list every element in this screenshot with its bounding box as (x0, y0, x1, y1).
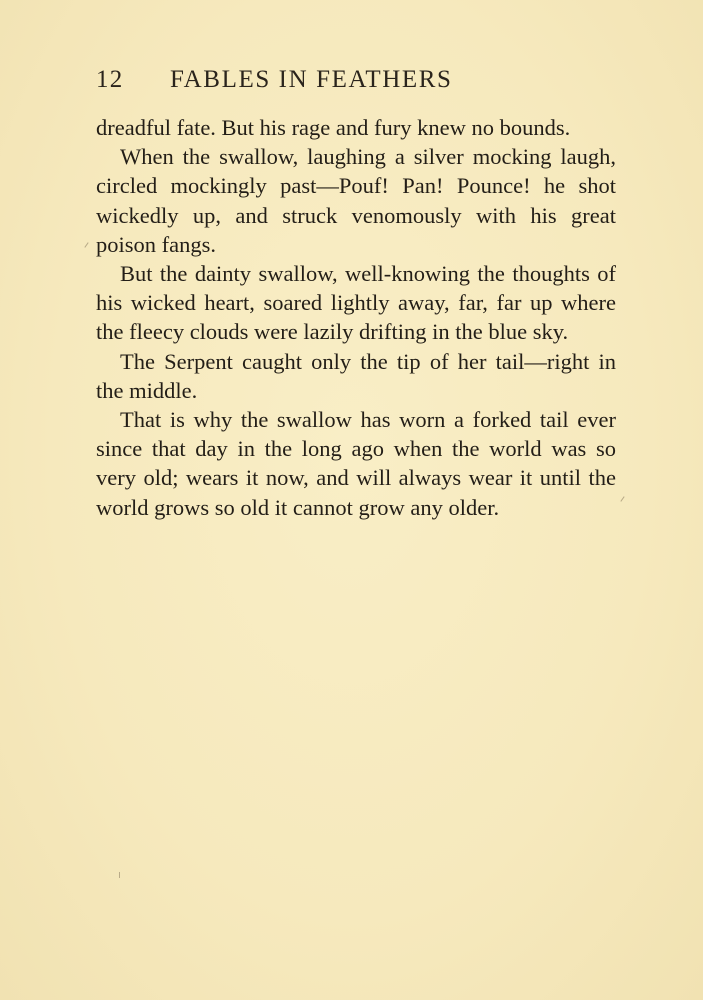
paragraph: When the swallow, laughing a silver mocking laugh, circled mockingly past—Pouf! Pan! Pounce! he shot wickedly up, and struck venomously with his great poison fangs. (96, 144, 616, 257)
running-header (96, 66, 526, 102)
paragraph: But the dainty swallow, well-knowing the thoughts of his wicked heart, soared lightly away, far, far up where the fleecy clouds were lazily drifting in the blue sky. (96, 261, 616, 345)
paper-speck (119, 872, 120, 878)
paper-speck (84, 242, 88, 247)
paper-speck (620, 496, 624, 501)
paragraph: The Serpent caught only the tip of her tail—right in the middle. (96, 348, 616, 403)
running-title: FABLES IN FEATHERS (170, 66, 453, 93)
body-text (96, 113, 616, 522)
paragraph: That is why the swallow has worn a forked tail ever since that day in the long ago when the world was so very old; wears it now, and will always wear it until the world grows so old it cannot grow any older. (96, 407, 616, 520)
paragraph: dreadful fate. But his rage and fury knew no bounds. (96, 115, 571, 140)
page-number: 12 (96, 66, 124, 93)
